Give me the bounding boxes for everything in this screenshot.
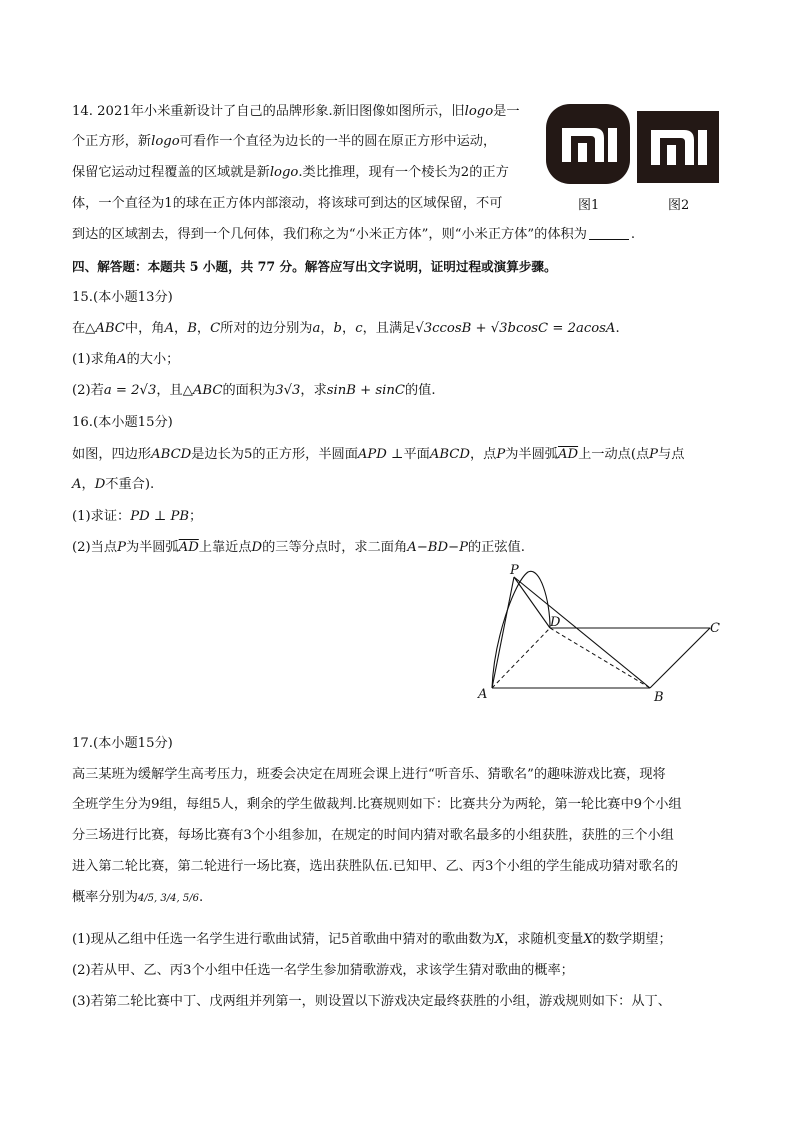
q14-line-1 bbox=[72, 101, 520, 123]
math-d: D bbox=[94, 477, 106, 492]
math-abcd: ABCD bbox=[429, 447, 470, 462]
q14-text: 可看作一个直径为边长的一半的圆在原正方形中运动， bbox=[179, 134, 497, 149]
q16-text: 如图，四边形 bbox=[72, 447, 152, 462]
edge-pa bbox=[492, 577, 514, 688]
q16-text: 与点 bbox=[658, 447, 685, 462]
q17-line-5 bbox=[72, 887, 203, 910]
q16-text: 为半圆弧 bbox=[125, 540, 179, 555]
q15-text: ，且△ bbox=[156, 383, 193, 398]
math-logo: logo bbox=[464, 104, 494, 119]
math-logo: logo bbox=[269, 165, 299, 180]
q17-text: 的数学期望； bbox=[592, 932, 672, 947]
q17-line-3: 分三场进行比赛，每场比赛有3个小组参加，在规定的时间内猜对歌名最多的小组获胜，获胜的三个小组 bbox=[72, 828, 674, 843]
q16-part-2 bbox=[72, 537, 525, 559]
q16-text: 上一动点(点 bbox=[578, 447, 650, 462]
edge-pb bbox=[514, 577, 650, 688]
q14-text: 体，一个直径为1的球在正方体内部滚动，将该球可到达的区域保留，不可 bbox=[72, 196, 503, 211]
label-p: P bbox=[510, 563, 519, 578]
math-logo: logo bbox=[151, 134, 180, 149]
math-angles: C bbox=[210, 321, 221, 336]
q16-text: 平面 bbox=[403, 447, 430, 462]
q17-line-1: 高三某班为缓解学生高考压力，班委会决定在周班会课上进行“听音乐、猜歌名”的趣味游戏比赛，现将 bbox=[72, 767, 666, 782]
q17-text: . bbox=[198, 890, 204, 905]
math-p: P bbox=[117, 540, 126, 555]
q15-text: ，求 bbox=[300, 383, 327, 398]
math-abc: ABC bbox=[95, 321, 125, 336]
old-logo-figure bbox=[546, 104, 630, 184]
q16-text: (1)求证： bbox=[72, 509, 131, 524]
q16-text: 为半圆弧 bbox=[505, 447, 558, 462]
math-abcd: ABCD bbox=[151, 447, 192, 462]
q16-stem-1 bbox=[72, 444, 684, 466]
q14-text: 个正方形，新 bbox=[72, 134, 152, 149]
math-d: D bbox=[251, 540, 263, 555]
math-sides: a bbox=[312, 321, 321, 336]
q16-text: 的正弦值. bbox=[467, 540, 525, 555]
fig2-label: 图2 bbox=[668, 198, 690, 213]
q16-text: (2)当点 bbox=[72, 540, 118, 555]
math-angles: B bbox=[187, 321, 197, 336]
mi-logo-rounded-icon bbox=[546, 104, 630, 184]
geometry-diagram bbox=[470, 560, 730, 710]
q15-text: 的值. bbox=[404, 383, 436, 398]
math-apd: APD ⊥ bbox=[357, 447, 404, 462]
edge-ad-hidden bbox=[492, 628, 550, 688]
math-arc-ad: $\overline{AD}$ bbox=[178, 540, 199, 555]
q16-text: 上靠近点 bbox=[198, 540, 252, 555]
q17-line-4: 进入第二轮比赛，第二轮进行一场比赛，选出获胜队伍.已知甲、乙、丙3个小组的学生能成功猜对歌名的 bbox=[72, 859, 679, 874]
q14-text: 保留它运动过程覆盖的区域就是新 bbox=[72, 165, 270, 180]
label-b: B bbox=[654, 690, 664, 705]
math-formula: √3ccosB + √3bcosC = 2acosA bbox=[415, 321, 616, 336]
label-d: D bbox=[550, 615, 561, 630]
q16-text: ； bbox=[189, 509, 203, 524]
q15-text: ，且满足 bbox=[362, 321, 416, 336]
q17-heading: 17.(本小题15分) bbox=[72, 736, 173, 751]
q16-stem-2: A，D不重合). bbox=[72, 477, 155, 492]
q14-text: 到达的区域割去，得到一个几何体，我们称之为“小米正方体”，则“小米正方体”的体积为 bbox=[72, 227, 587, 242]
label-a: A bbox=[478, 687, 488, 702]
q17-line-2: 全班学生分为9组，每组5人，剩余的学生做裁判.比赛规则如下：比赛共分为两轮，第一轮比赛中9个小组 bbox=[72, 797, 682, 812]
math-fractions: 4/5, 3/4, 5/6 bbox=[137, 893, 199, 904]
q17-part-2: (2)若从甲、乙、丙3个小组中任选一名学生参加猜歌游戏，求该学生猜对歌曲的概率； bbox=[72, 963, 574, 978]
fig1-label: 图1 bbox=[578, 198, 600, 213]
mi-logo-square-icon bbox=[637, 111, 719, 183]
math-sides: b bbox=[333, 321, 342, 336]
q15-text: 所对的边分别为 bbox=[220, 321, 313, 336]
q14-line-3 bbox=[72, 162, 509, 184]
new-logo-figure bbox=[637, 111, 719, 183]
q16-text: 不重合). bbox=[105, 477, 155, 492]
q14-text: 14. 2021年小米重新设计了自己的品牌形象.新旧图像如图所示，旧 bbox=[72, 104, 465, 119]
math-x: X bbox=[494, 932, 505, 947]
edge-bc bbox=[650, 628, 710, 688]
math-sides: c bbox=[355, 321, 363, 336]
q17-text: (1)现从乙组中任选一名学生进行歌曲试猜，记5首歌曲中猜对的歌曲数为 bbox=[72, 932, 495, 947]
math-arc-ad: $\overline{AD}$ bbox=[557, 447, 579, 462]
math-x: X bbox=[583, 932, 593, 947]
q14-text: .类比推理，现有一个棱长为2的正方 bbox=[298, 165, 509, 180]
q17-part-3: (3)若第二轮比赛中丁、戊两组并列第一，则设置以下游戏决定最终获胜的小组，游戏规则如下：从丁、 bbox=[72, 994, 671, 1009]
math-area: 3√3 bbox=[275, 383, 301, 398]
q17-text: 概率分别为 bbox=[72, 890, 138, 905]
q15-text: (1)求角 bbox=[72, 352, 118, 367]
q14-line-4 bbox=[72, 193, 502, 215]
q14-line-2 bbox=[72, 131, 496, 153]
answer-blank bbox=[589, 226, 629, 240]
label-c: C bbox=[710, 621, 720, 636]
math-p: P bbox=[649, 447, 659, 462]
semicircle-arc bbox=[492, 571, 550, 688]
math-abc: ABC bbox=[192, 383, 223, 398]
q15-heading: 15.(本小题13分) bbox=[72, 290, 173, 305]
edge-bd-hidden bbox=[550, 628, 650, 688]
q16-text: 的三等分点时，求二面角 bbox=[262, 540, 408, 555]
math-expr: sinB + sinC bbox=[326, 383, 405, 398]
math-a: A bbox=[72, 477, 82, 492]
q15-text: 的大小； bbox=[126, 352, 180, 367]
math-angle: A−BD−P bbox=[407, 540, 468, 555]
q14-text: . bbox=[630, 227, 636, 242]
q15-stem: 在△ABC中，角A，B，C所对的边分别为a，b，c，且满足√3ccosB + √3bcosC = 2acosA. bbox=[72, 321, 620, 336]
q16-heading: 16.(本小题15分) bbox=[72, 415, 173, 430]
q15-text: 中，角 bbox=[124, 321, 165, 336]
math-angles: A bbox=[164, 321, 174, 336]
q15-text: 的面积为 bbox=[222, 383, 276, 398]
q15-text: 在△ bbox=[72, 321, 96, 336]
q16-part-1 bbox=[72, 506, 202, 528]
q17-part-1 bbox=[72, 929, 672, 951]
q16-text: 是边长为5的正方形，半圆面 bbox=[191, 447, 358, 462]
math-condition: a = 2√3 bbox=[103, 383, 157, 398]
q14-line-5 bbox=[72, 224, 635, 246]
q14-text: 是一 bbox=[493, 104, 520, 119]
section-4-heading: 四、解答题：本题共 5 小题，共 77 分。解答应写出文字说明，证明过程或演算步骤。 bbox=[72, 259, 557, 274]
math-A: A bbox=[117, 352, 127, 367]
q17-text: ，求随机变量 bbox=[504, 932, 584, 947]
q15-text: (2)若 bbox=[72, 383, 104, 398]
q15-part-2 bbox=[72, 380, 436, 402]
math-p: P bbox=[496, 447, 506, 462]
q16-text: ，点 bbox=[469, 447, 497, 462]
math-expr: PD ⊥ PB bbox=[130, 509, 190, 524]
q15-part-1 bbox=[72, 349, 179, 371]
